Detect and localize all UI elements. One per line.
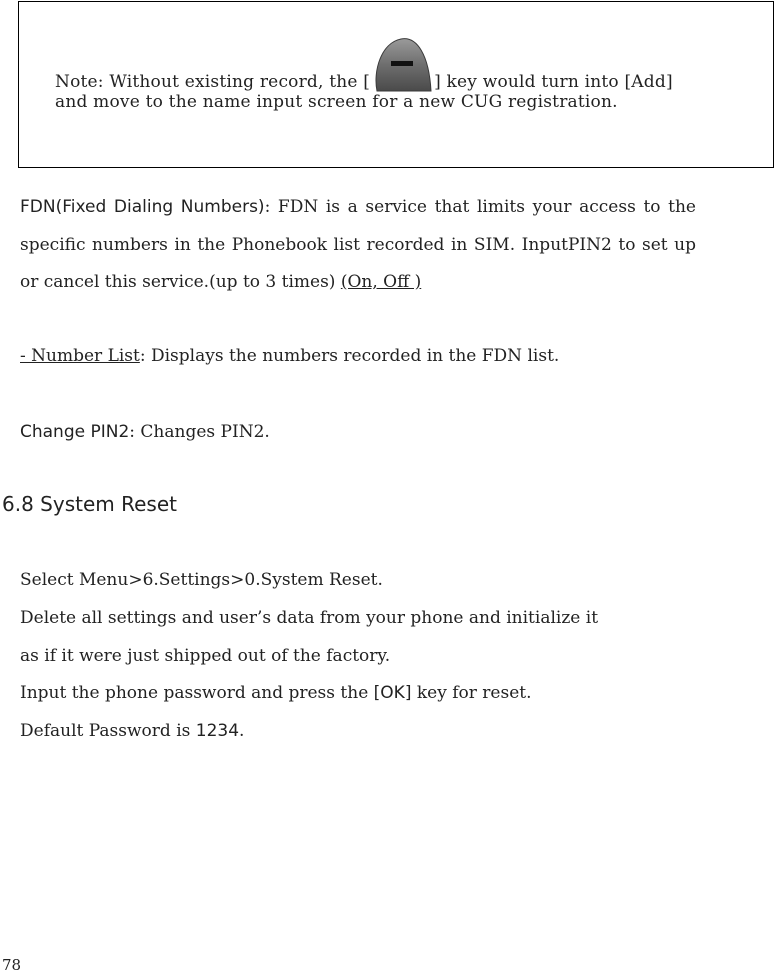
change-pin2-line — [20, 422, 270, 442]
note-text-after-key: ] key would turn into [Add] — [434, 72, 673, 92]
default-password-value: 1234 — [195, 721, 240, 741]
note-line-1 — [55, 57, 673, 93]
number-list-line — [20, 346, 559, 366]
number-list-label: - Number List — [20, 346, 140, 366]
fdn-term: FDN(Fixed Dialing Numbers) — [20, 197, 265, 217]
section-line-5-before: Default Password is — [20, 721, 196, 741]
section-line-1: Select Menu>6.Settings>0.System Reset. — [20, 570, 383, 590]
ok-key-label: [OK] — [373, 683, 412, 703]
note-text-before-key: Note: Without existing record, the [ — [55, 72, 371, 92]
section-line-3: as if it were just shipped out of the factory. — [20, 646, 391, 666]
section-line-5-after: . — [239, 721, 245, 741]
note-box — [18, 1, 774, 168]
fdn-description: : FDN is a service that limits your access to the specific numbers in the Phonebook list recorded in SIM. InputPIN2 to set up or cancel this service.(up to 3 times) — [20, 197, 696, 292]
change-pin2-term: Change PIN2 — [20, 422, 130, 442]
section-line-4-after: key for reset. — [411, 683, 532, 703]
minus-key-icon — [371, 57, 433, 93]
fdn-options: (On, Off ) — [340, 272, 422, 292]
number-list-text: : Displays the numbers recorded in the FDN list. — [139, 346, 560, 366]
page-number: 78 — [2, 956, 22, 974]
section-line-2: Delete all settings and user’s data from your phone and initialize it — [20, 608, 599, 628]
section-line-4 — [20, 683, 532, 703]
change-pin2-text: : Changes PIN2. — [129, 422, 270, 442]
section-line-4-before: Input the phone password and press the — [20, 683, 374, 703]
fdn-paragraph — [20, 189, 696, 302]
section-line-5 — [20, 721, 244, 741]
note-line-2: and move to the name input screen for a new CUG registration. — [55, 92, 618, 112]
section-heading: 6.8 System Reset — [2, 492, 177, 516]
